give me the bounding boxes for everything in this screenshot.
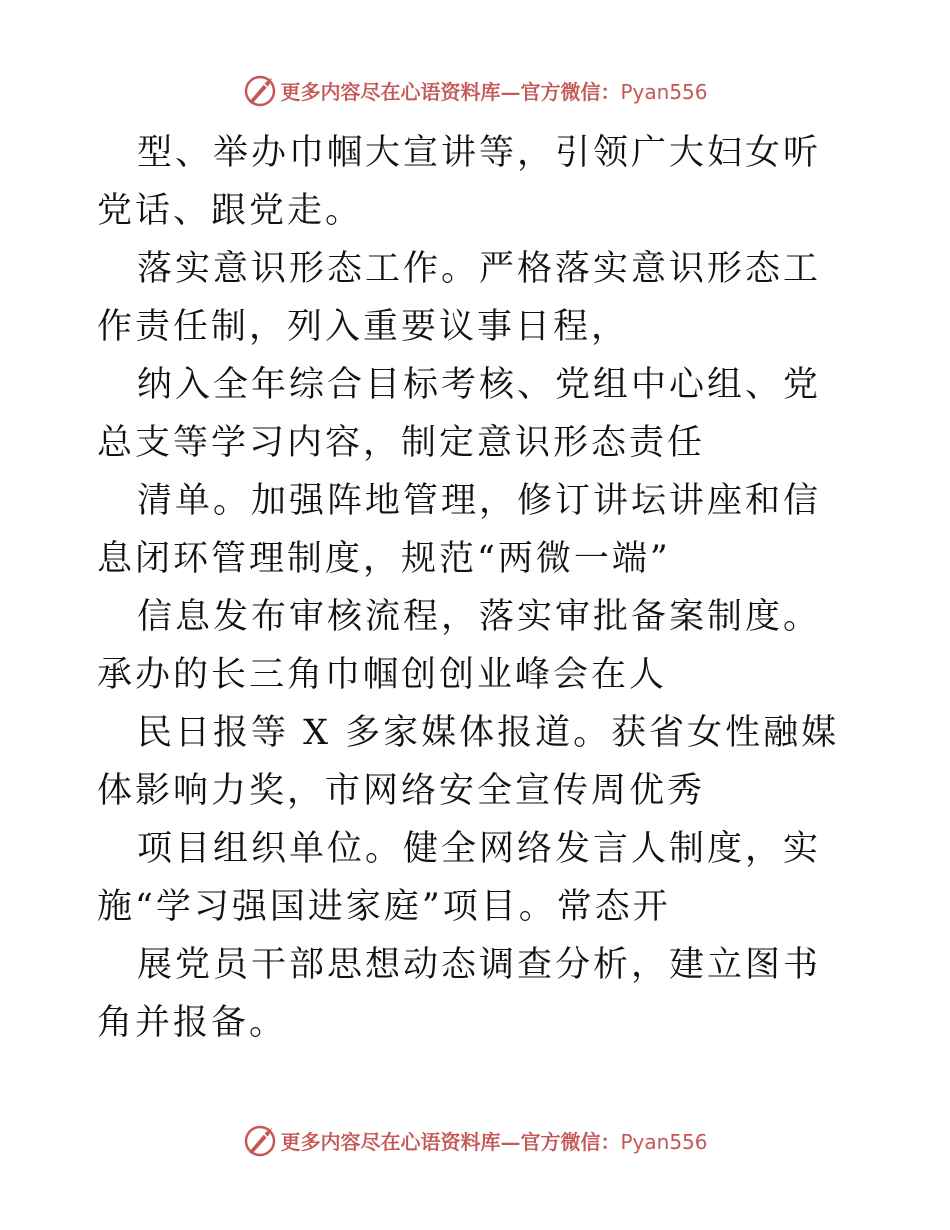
paragraph: 展党员干部思想动态调查分析，建立图书角并报备。	[97, 945, 822, 1043]
footer-brand-id: Pyan556	[620, 1129, 708, 1154]
paragraph: 纳入全年综合目标考核、党组中心组、党总支等学习内容，制定意识形态责任	[97, 365, 822, 463]
header-brand-id: Pyan556	[620, 79, 708, 104]
header-banner-text: 更多内容尽在心语资料库—官方微信：Pyan556	[280, 79, 708, 104]
paragraph: 民日报等 X 多家媒体报道。获省女性融媒体影响力奖，市网络安全宣传周优秀	[97, 713, 840, 811]
footer-banner	[0, 1120, 950, 1160]
document-body	[97, 124, 857, 1052]
paragraph: 型、举办巾帼大宣讲等，引领广大妇女听党话、跟党走。	[97, 133, 822, 231]
pen-nib-circle-icon	[242, 1122, 278, 1158]
paragraph: 落实意识形态工作。严格落实意识形态工作责任制，列入重要议事日程，	[97, 249, 822, 347]
paragraph: 清单。加强阵地管理，修订讲坛讲座和信息闭环管理制度，规范“两微一端”	[97, 481, 822, 579]
paragraph: 信息发布审核流程，落实审批备案制度。承办的长三角巾帼创创业峰会在人	[97, 597, 822, 695]
pen-nib-circle-icon	[242, 72, 278, 108]
header-banner	[0, 70, 950, 110]
footer-banner-text: 更多内容尽在心语资料库—官方微信：Pyan556	[280, 1129, 708, 1154]
paragraph: 项目组织单位。健全网络发言人制度，实施“学习强国进家庭”项目。常态开	[97, 829, 822, 927]
